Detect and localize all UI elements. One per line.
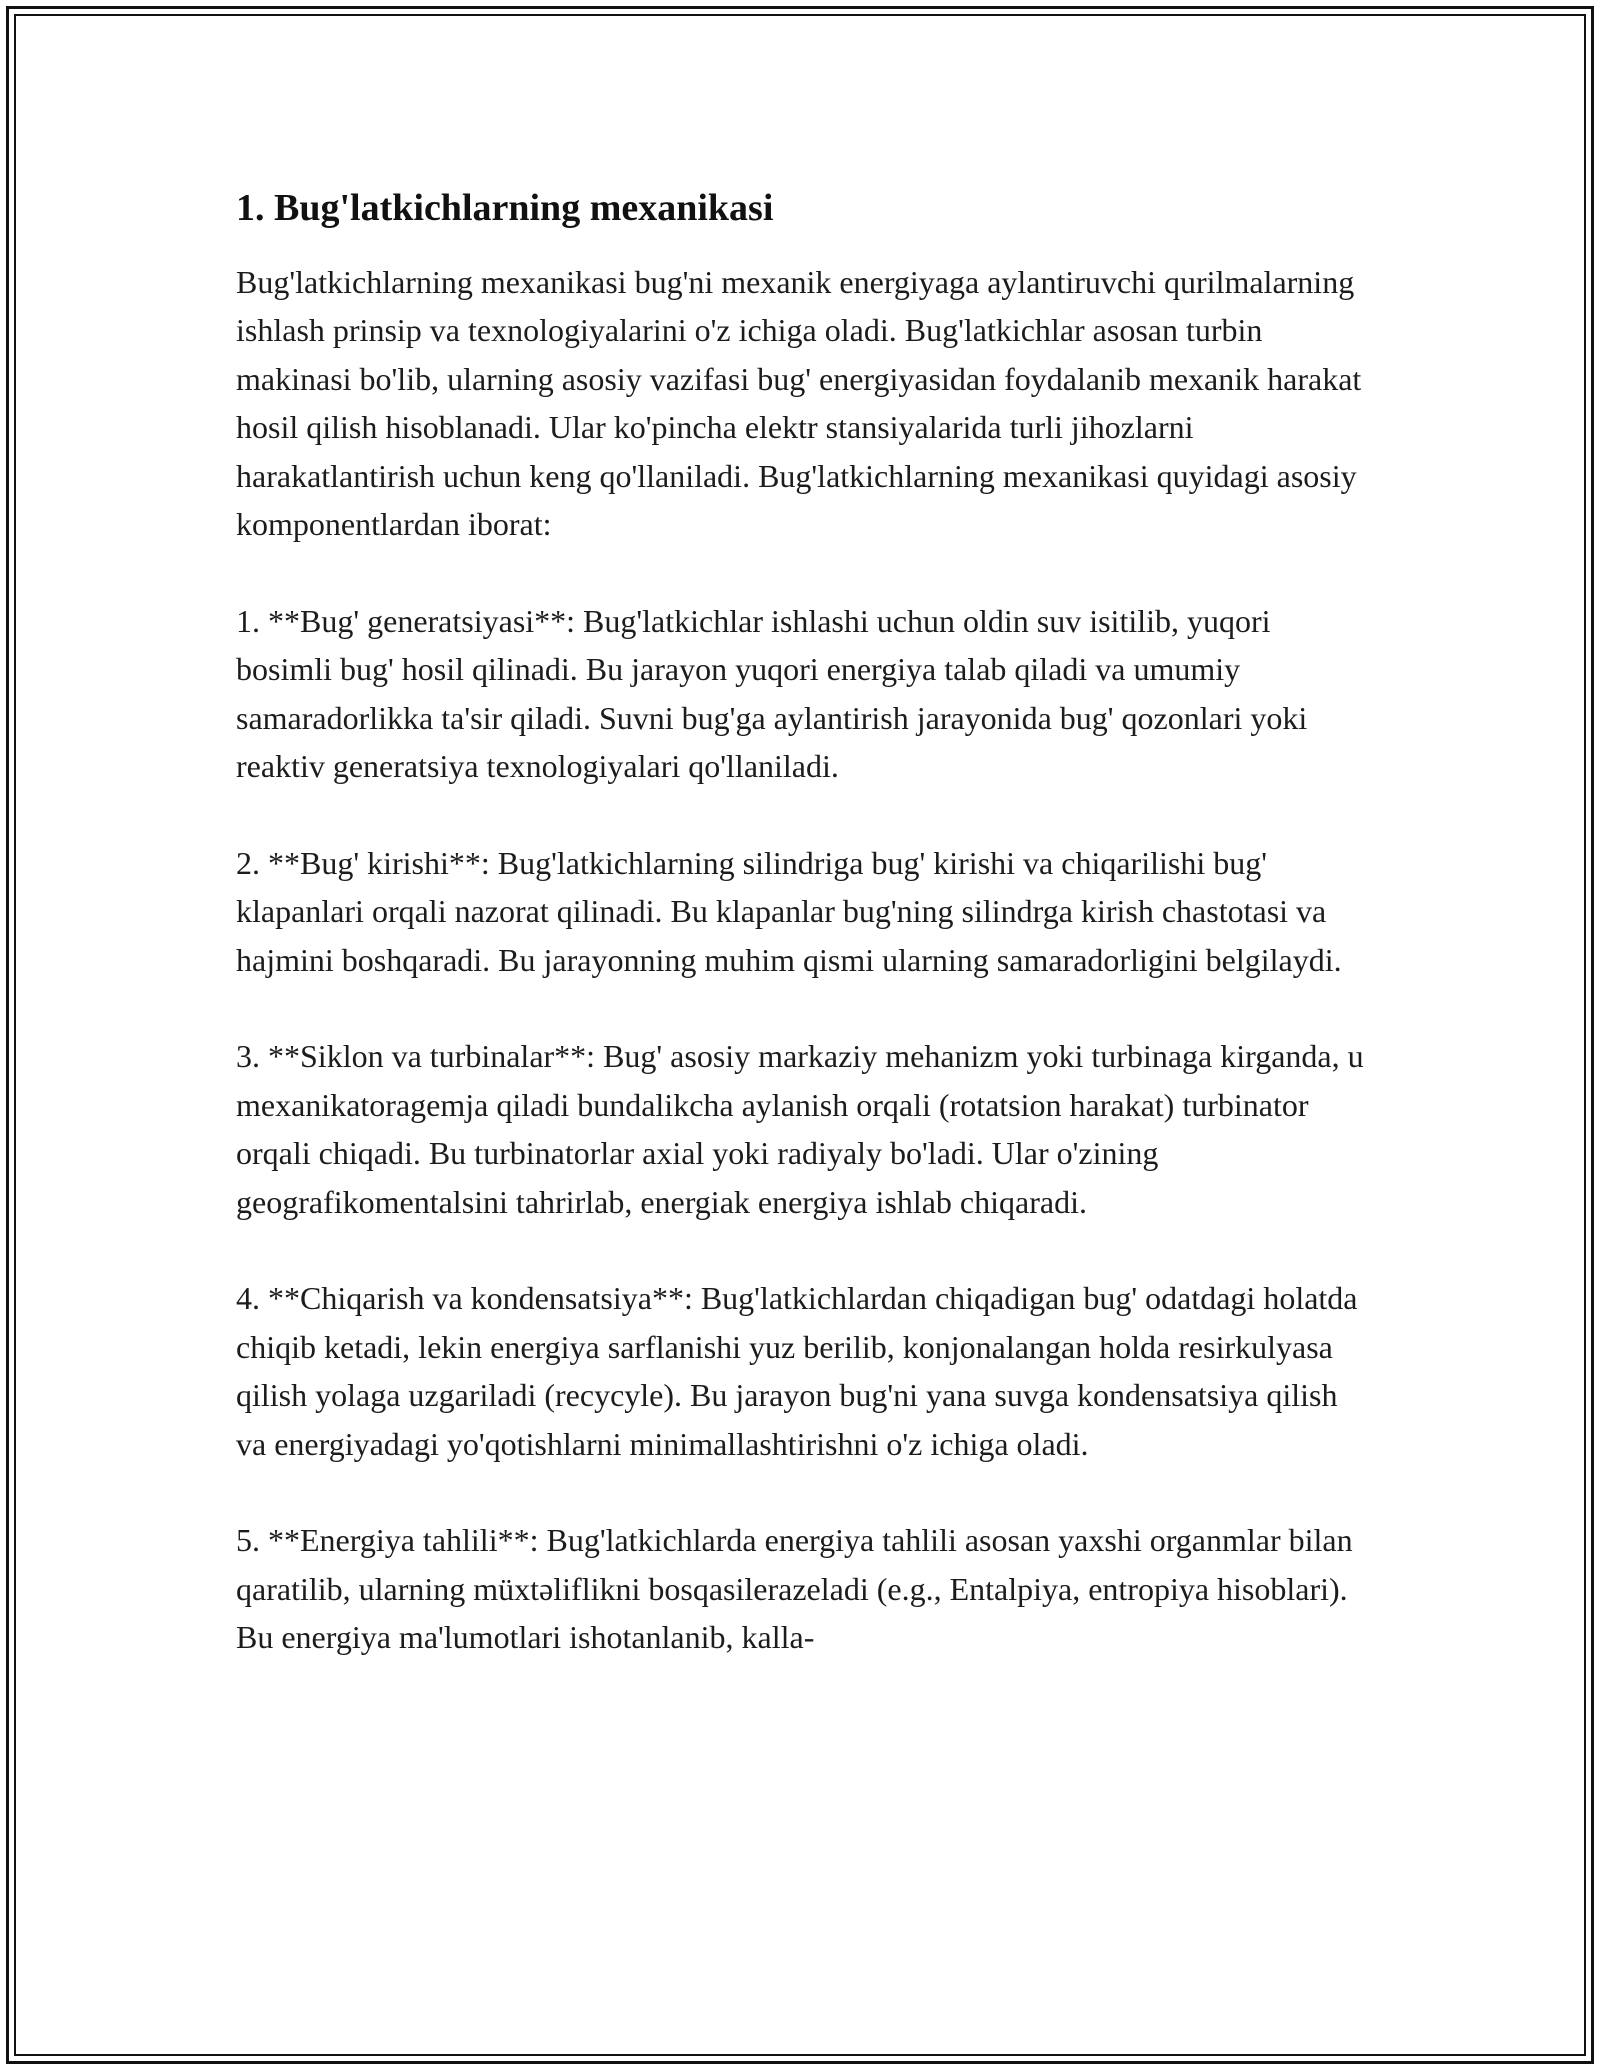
list-item-bug-generatsiyasi: 1. **Bug' generatsiyasi**: Bug'latkichlar ishlashi uchun oldin suv isitilib, yuqori bosimli bug' hosil qilinadi. Bu jarayon yuqori energiya talab qiladi va umumiy samaradorlikka ta'sir qiladi. Suvni bug'ga aylantirish jarayonida bug' qozonlari yoki reaktiv generatsiya texnologiyalari qo'llaniladi. xyxy=(236,602,1308,785)
list-item-energiya-tahlili: 5. **Energiya tahlili**: Bug'latkichlarda energiya tahlili asosan yaxshi organmlar bilan qaratilib, ularning müxtəliflikni bosqasilerazeladi (e.g., Entalpiya, entropiya hisoblari). Bu energiya ma'lumotlari ishotanlanib, kalla- xyxy=(236,1522,1353,1656)
list-item-siklon-va-turbinalar: 3. **Siklon va turbinalar**: Bug' asosiy markaziy mehanizm yoki turbinaga kirganda, u mexanikatoragemja qiladi bundalikcha aylanish orqali (rotatsion harakat) turbinator orqali chiqadi. Bu turbinatorlar axial yoki radiyaly bo'ladi. Ular o'zining geografikomentalsini tahrirlab, energiak energiya ishlab chiqaradi. xyxy=(236,1038,1364,1220)
list-item-chiqarish-va-kondensatsiya: 4. **Chiqarish va kondensatsiya**: Bug'latkichlardan chiqadigan bug' odatdagi holatda chiqib ketadi, lekin energiya sarflanishi yuz berilib, konjonalangan holda resirkulyasa qilish yolaga uzgariladi (recycyle). Bu jarayon bug'ni yana suvga kondensatsiya qilish va energiyadagi yo'qotishlarni minimallashtirishni o'z ichiga oladi. xyxy=(236,1280,1358,1462)
list-item-bug-kirishi: 2. **Bug' kirishi**: Bug'latkichlarning silindriga bug' kirishi va chiqarilishi bug' klapanlari orqali nazorat qilinadi. Bu klapanlar bug'ning silindrga kirish chastotasi va hajmini boshqaradi. Bu jarayonning muhim qismi ularning samaradorligini belgilaydi. xyxy=(236,844,1342,978)
document-body xyxy=(236,186,1366,1662)
intro-paragraph: Bug'latkichlarning mexanikasi bug'ni mexanik energiyaga aylantiruvchi qurilmalarning ishlash prinsip va texnologiyalarini o'z ichiga oladi. Bug'latkichlar asosan turbin makinasi bo'lib, ularning asosiy vazifasi bug' energiyasidan foydalanib mexanik harakat hosil qilish hisoblanadi. Ular ko'pincha elektr stansiyalarida turli jihozlarni harakatlantirish uchun keng qo'llaniladi. Bug'latkichlarning mexanikasi quyidagi asosiy komponentlardan iborat: xyxy=(236,263,1362,543)
section-title: 1. Bug'latkichlarning mexanikasi xyxy=(236,187,774,229)
